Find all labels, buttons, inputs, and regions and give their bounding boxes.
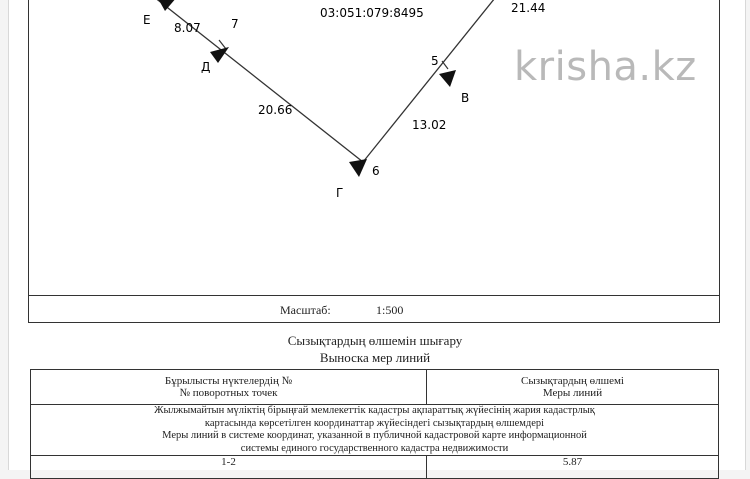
header-line-measures-ru: Меры линий: [542, 387, 603, 399]
scale-value: 1:500: [376, 303, 404, 317]
point-number-7: 7: [231, 17, 239, 31]
point-number-6: 6: [372, 164, 380, 178]
boundary-line-6-b: [363, 0, 499, 162]
point-number-5: 5: [431, 54, 439, 68]
header-line-measures: [427, 370, 719, 405]
edge-length-e-7: 8.07: [174, 21, 201, 35]
scale-label: Масштаб:: [280, 303, 331, 317]
section-title-ru: Выноска мер линий: [319, 350, 431, 365]
note-ru-line1: Меры линий в системе координат, указанной в публичной кадастровой карте информационной: [162, 430, 587, 441]
note-ru-line2: системы единого государственного кадастра недвижимости: [240, 442, 509, 454]
vertex-tick-5: [442, 61, 448, 69]
note-kz-line2: картасында көрсетілген координаттар жүйесіндегі сызықтардың өлшемдері: [204, 417, 545, 429]
table-note: [31, 405, 719, 456]
scale-row: [28, 295, 720, 323]
table-row: [31, 456, 719, 479]
table-header-row: [31, 370, 719, 405]
note-kz-line1: Жылжымайтын мүліктің бірыңғай мемлекеттік кадастры ақпараттық жүйесінің жария кадастрлық: [154, 405, 595, 416]
edge-length-7-6: 20.66: [258, 103, 293, 117]
row-length: 5.87: [427, 456, 719, 479]
arrow-g-icon: [349, 159, 367, 177]
point-letter-d: Д: [201, 60, 211, 74]
header-turning-points: [31, 370, 427, 405]
header-line-measures-kz: Сызықтардың өлшемі: [521, 374, 624, 387]
vertex-tick-7: [219, 40, 226, 49]
section-title-kz: Сызықтардың өлшемін шығару: [287, 333, 463, 348]
header-turning-points-kz: Бұрылысты нүктелердің №: [164, 374, 293, 387]
edge-length-6-5: 13.02: [412, 118, 447, 132]
point-letter-v: В: [461, 91, 470, 105]
watermark: krisha.kz: [514, 44, 697, 90]
edge-length-top-right: 21.44: [511, 1, 546, 15]
arrow-v-icon: [439, 70, 456, 87]
cadastral-number: 03:051:079:8495: [320, 6, 424, 20]
row-points: 1-2: [31, 456, 427, 479]
point-letter-g: Г: [336, 186, 344, 200]
line-measures-table: [30, 369, 719, 479]
table-note-row: [31, 405, 719, 456]
header-turning-points-ru: № поворотных точек: [179, 387, 278, 399]
point-letter-e: Е: [143, 13, 151, 27]
